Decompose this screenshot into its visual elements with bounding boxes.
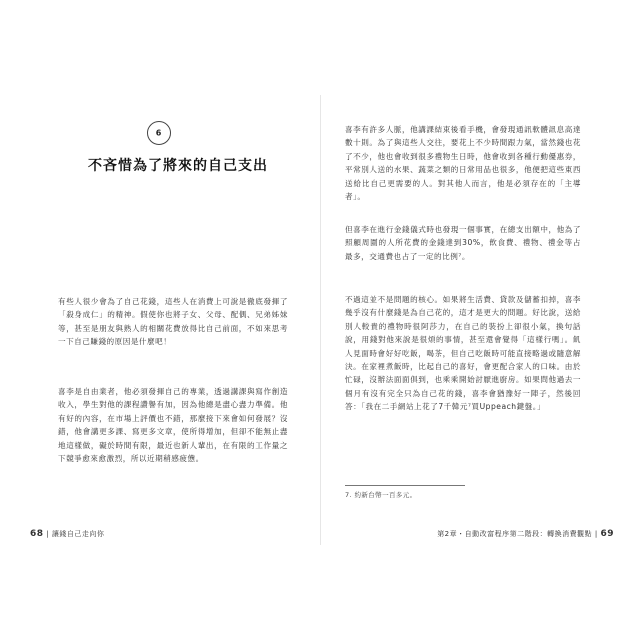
chapter-number-badge [142,116,176,150]
book-title-footer: 讓錢自己走向你 [51,530,105,538]
page-number-right: 69 [600,529,614,539]
right-footer: 第2章・自動改富程序第二階段：轉換消費觀點 | 69 [437,529,614,539]
left-page [18,95,321,545]
right-page [321,95,624,545]
left-footer: 68 | 讓錢自己走向你 [30,529,105,539]
right-paragraph-3: 不過這並不是問題的核心。如果將生活費、貸款及儲蓄扣掉，喜李幾乎沒有什麼錢是為自己花的，這才是更大的問題。好比說，送給別人較貴的禮物時很阿莎力，在自己的裝扮上卻很小氣，換句話說，用錢對他來說是很煩的事情，甚至還會覺得「這樣行嗎」。飢人見面時會好好吃飯，喝茶，但自己吃飯時可能直接略過或隨意解決。在家裡煮飯時，比起自己的喜好，會更配合家人的口味。由於忙碌，沒辦法面面俱到，也乘乘開始討厭進廚房。如果問他過去一個月有沒有完全只為自己花的錢，喜李會猶豫好一陣子，然後回答：「我在二手網站上花了7千韓元⁷買Uppeach鍵盤。」 [345,295,581,412]
right-paragraph-2: 但喜李在進行金錢儀式時也發現一個事實，在總支出額中，他為了照顧周圍的人所花費的金錢達到30%，飲食費、禮物、禮金等占最多，交通費也占了一定的比例⁷。 [345,225,581,261]
chapter-title-footer: 第2章・自動改富程序第二階段：轉換消費觀點 [437,530,593,538]
left-paragraph-1: 有些人很少會為了自己花錢，這些人在消費上可說是徹底發揮了「殺身成仁」的精神。假使你也將子女、父母、配偶、兄弟姊妹等，甚至是朋友與熟人的相關花費放得比自己前面，不如來思考一下自己賺錢的原因是什麼吧！ [58,297,288,347]
footnote: 7. 約新台幣一百多元。 [345,491,417,499]
footnote-divider [345,485,465,486]
chapter-title: 不吝惜為了將來的自己支出 [88,158,268,174]
right-paragraph-1: 喜李有許多人脈，他講課結束後看手機，會發現通訊軟體訊息高達數十則。為了與這些人交往，要花上不少時間跟力氣，當然錢也花了不少，他也會收到很多禮物生日時，他會收到各種行動優惠券，平常別人送的水果、蔬菜之類的日常用品也很多，他便把這些東西送給比自己更需要的人。對其他人而言，他是必須存在的「主導者」。 [345,125,581,202]
page-number-left: 68 [30,529,44,539]
book-spread [18,95,624,545]
chapter-number: 6 [156,128,162,138]
left-paragraph-2: 喜李是自由業者，他必須發揮自己的專業，透過講課與寫作創造收入，學生對他的課程讚譽有加，因為他總是盡心盡力準備。他有好的內容，在市場上評價也不錯，那麼接下來會如何發展？沒錯，他會講更多課、寫更多文章，使所得增加，但卻不能無止盡地這樣做，礙於時間有限，最近也新人輩出，在有限的工作量之下競爭愈來愈激烈，所以近期稍感疲憊。 [58,387,288,464]
